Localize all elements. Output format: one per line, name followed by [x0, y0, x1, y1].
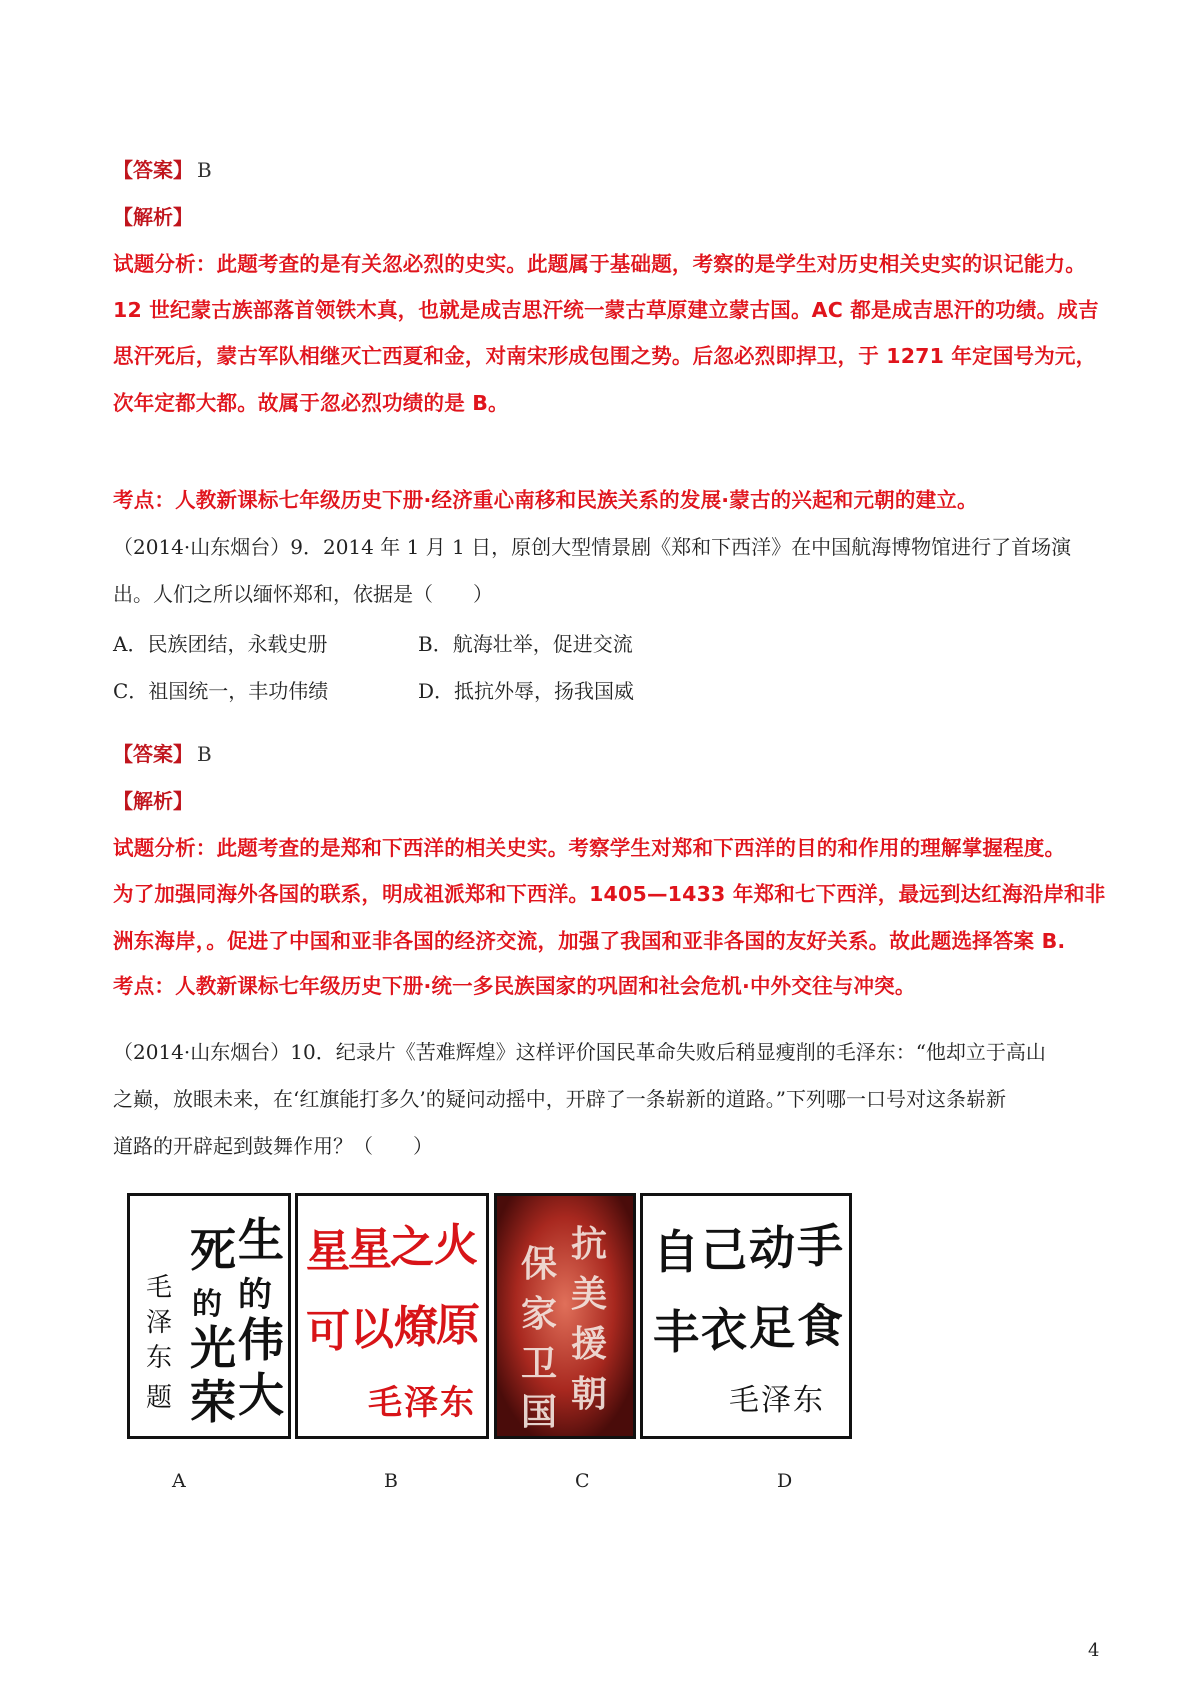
calligraphy-char: 国: [521, 1391, 558, 1433]
option-d: D．抵抗外辱，扬我国威: [418, 679, 635, 703]
answer-row-1: [113, 157, 212, 183]
calligraphy-char: 卫: [521, 1343, 558, 1385]
image-caption-a: A: [172, 1470, 186, 1492]
calligraphy-image-d: [640, 1193, 852, 1439]
analysis-label: 【解析】: [113, 205, 193, 229]
calligraphy-char: 伟: [238, 1313, 284, 1367]
analysis-line: 试题分析：此题考查的是郑和下西洋的相关史实。考察学生对郑和下西洋的目的和作用的理解掌握程度。: [113, 836, 1066, 860]
calligraphy-image-a: [127, 1193, 291, 1439]
calligraphy-char: 泽: [404, 1383, 438, 1423]
analysis-line: 洲东海岸，。促进了中国和亚非各国的经济交流，加强了我国和亚非各国的友好关系。故此题选择答案 B.: [113, 929, 1066, 953]
calligraphy-char: 生: [238, 1213, 284, 1267]
answer-label: 【答案】: [113, 158, 193, 182]
calligraphy-char: 足: [749, 1301, 795, 1355]
kaodian-line: 考点：人教新课标七年级历史下册·经济重心南移和民族关系的发展·蒙古的兴起和元朝的建立。: [113, 488, 978, 512]
calligraphy-char: 星: [306, 1226, 350, 1277]
answer-value: B: [197, 158, 212, 182]
calligraphy-char: 东: [793, 1383, 823, 1418]
answer-row-2: [113, 741, 212, 767]
analysis-line: 考点：人教新课标七年级历史下册·统一多民族国家的巩固和社会危机·中外交往与冲突。: [113, 974, 916, 998]
analysis-label: 【解析】: [113, 789, 193, 813]
analysis-line: 思汗死后，蒙古军队相继灭亡西夏和金，对南宋形成包围之势。后忽必烈即捍卫，于 1271 年定国号为元，: [113, 344, 1097, 368]
analysis-label-2: [113, 788, 193, 814]
calligraphy-char: 燎: [394, 1302, 438, 1353]
image-caption-d: D: [777, 1470, 793, 1492]
calligraphy-char: 星: [348, 1224, 392, 1275]
calligraphy-char: 手: [797, 1219, 843, 1273]
question-stem: （2014·山东烟台）9．2014 年 1 月 1 日，原创大型情景剧《郑和下西洋》在中国航海博物馆进行了首场演: [113, 535, 1072, 559]
answer-value: B: [197, 742, 212, 766]
calligraphy-char: 援: [571, 1323, 608, 1365]
calligraphy-char: 东: [146, 1343, 173, 1373]
calligraphy-char: 荣: [190, 1375, 236, 1429]
calligraphy-image-c: [494, 1193, 636, 1439]
calligraphy-char: 动: [749, 1221, 795, 1275]
calligraphy-char: 毛: [729, 1383, 759, 1418]
question-stem: 道路的开辟起到鼓舞作用？（ ）: [113, 1134, 433, 1158]
option-c: C．祖国统一，丰功伟绩: [113, 679, 329, 703]
calligraphy-char: 大: [238, 1368, 284, 1422]
calligraphy-char: 保: [521, 1243, 558, 1285]
calligraphy-char: 的: [192, 1287, 222, 1322]
answer-label: 【答案】: [113, 742, 193, 766]
calligraphy-char: 泽: [761, 1383, 791, 1418]
image-caption-b: B: [384, 1470, 398, 1492]
question-stem: 出。人们之所以缅怀郑和，依据是（ ）: [113, 582, 493, 606]
calligraphy-char: 东: [440, 1383, 474, 1423]
calligraphy-char: 丰: [653, 1305, 699, 1359]
calligraphy-char: 家: [521, 1293, 558, 1335]
calligraphy-char: 毛: [146, 1273, 173, 1303]
calligraphy-char: 美: [571, 1273, 608, 1315]
question-stem: 之巅，放眼未来，在‘红旗能打多久’的疑问动摇中，开辟了一条崭新的道路。”下列哪一口号对这条崭新: [113, 1087, 1006, 1111]
question-stem: （2014·山东烟台）10．纪录片《苦难辉煌》这样评价国民革命失败后稍显瘦削的毛泽东：“他却立于高山: [113, 1040, 1046, 1064]
calligraphy-char: 死: [190, 1223, 236, 1277]
analysis-label-1: [113, 204, 193, 230]
calligraphy-char: 衣: [701, 1303, 747, 1357]
calligraphy-image-b: [295, 1193, 489, 1439]
calligraphy-char: 原: [436, 1300, 480, 1351]
calligraphy-char: 之: [390, 1222, 434, 1273]
calligraphy-char: 自: [653, 1225, 699, 1279]
analysis-line: 为了加强同海外各国的联系，明成祖派郑和下西洋。1405—1433 年郑和七下西洋，最远到达红海沿岸和非: [113, 882, 1106, 906]
calligraphy-char: 以: [350, 1304, 394, 1355]
calligraphy-char: 毛: [368, 1383, 402, 1423]
analysis-line: 12 世纪蒙古族部落首领铁木真，也就是成吉思汗统一蒙古草原建立蒙古国。AC 都是成吉思汗的功绩。成吉: [113, 298, 1099, 322]
calligraphy-char: 食: [797, 1299, 843, 1353]
image-caption-c: C: [575, 1470, 590, 1492]
calligraphy-char: 光: [190, 1321, 236, 1375]
calligraphy-char: 泽: [146, 1308, 173, 1338]
calligraphy-char: 题: [146, 1383, 173, 1413]
page-number: 4: [1088, 1640, 1100, 1661]
calligraphy-char: 可: [306, 1306, 350, 1357]
calligraphy-char: 抗: [571, 1223, 608, 1265]
calligraphy-char: 火: [434, 1220, 478, 1271]
option-b: B．航海壮举，促进交流: [418, 632, 633, 656]
calligraphy-char: 的: [238, 1275, 272, 1315]
analysis-line: 试题分析：此题考查的是有关忽必烈的史实。此题属于基础题，考察的是学生对历史相关史实的识记能力。: [113, 252, 1086, 276]
analysis-line: 次年定都大都。故属于忽必烈功绩的是 B。: [113, 391, 509, 415]
option-a: A．民族团结，永载史册: [113, 632, 328, 656]
calligraphy-char: 朝: [571, 1373, 608, 1415]
calligraphy-char: 己: [701, 1223, 747, 1277]
